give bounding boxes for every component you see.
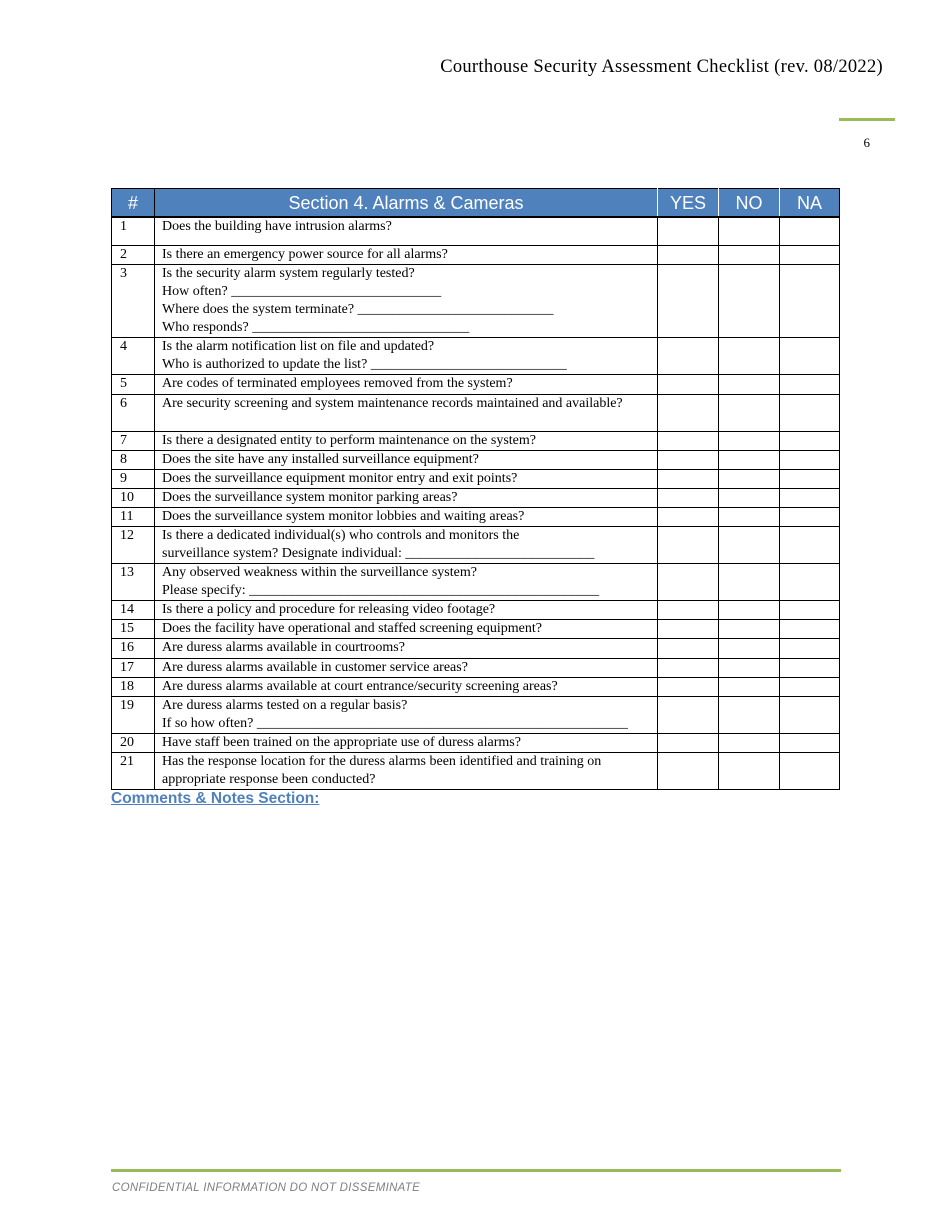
answer-no-cell[interactable] [719,507,780,526]
header-na: NA [780,189,840,218]
table-row [112,507,840,526]
question-text: Is there a designated entity to perform maintenance on the system? [162,432,536,448]
question-cell [155,526,658,563]
question-number: 4 [112,337,155,374]
question-number: 11 [112,507,155,526]
question-text: Does the facility have operational and staffed screening equipment? [162,620,542,636]
question-text: Who responds? _______________________________ [162,319,470,335]
question-cell [155,600,658,619]
question-text: Are duress alarms available in customer service areas? [162,659,468,675]
answer-no-cell[interactable] [719,217,780,245]
table-row [112,696,840,733]
question-text: Are codes of terminated employees removed from the system? [162,375,513,391]
answer-yes-cell[interactable] [658,658,719,677]
table-row [112,450,840,469]
question-cell [155,507,658,526]
question-text: Are duress alarms tested on a regular basis? [162,697,408,713]
footer-divider [111,1169,841,1172]
answer-no-cell[interactable] [719,488,780,507]
answer-yes-cell[interactable] [658,245,719,264]
table-row [112,733,840,752]
answer-na-cell[interactable] [780,600,840,619]
table-row [112,563,840,600]
question-cell [155,488,658,507]
table-header-row [112,189,840,218]
question-cell [155,677,658,696]
question-text: surveillance system? Designate individual: ___________________________ [162,545,595,561]
answer-na-cell[interactable] [780,217,840,245]
comments-notes-heading: Comments & Notes Section: [111,790,320,807]
header-section-title: Section 4. Alarms & Cameras [155,189,658,218]
question-text: Are duress alarms available at court entrance/security screening areas? [162,678,558,694]
question-cell [155,217,658,245]
answer-yes-cell[interactable] [658,638,719,658]
table-row [112,337,840,374]
answer-na-cell[interactable] [780,337,840,374]
question-number: 15 [112,619,155,638]
answer-no-cell[interactable] [719,677,780,696]
header-yes: YES [658,189,719,218]
answer-na-cell[interactable] [780,619,840,638]
question-number: 18 [112,677,155,696]
answer-na-cell[interactable] [780,450,840,469]
question-text: Are duress alarms available in courtrooms? [162,639,405,655]
question-number: 2 [112,245,155,264]
question-cell [155,469,658,488]
answer-no-cell[interactable] [719,752,780,789]
answer-yes-cell[interactable] [658,374,719,394]
question-number: 16 [112,638,155,658]
answer-no-cell[interactable] [719,374,780,394]
question-text: Does the surveillance system monitor parking areas? [162,489,458,505]
question-number: 21 [112,752,155,789]
answer-na-cell[interactable] [780,394,840,431]
question-cell [155,752,658,789]
answer-na-cell[interactable] [780,488,840,507]
question-cell [155,563,658,600]
question-text: Does the surveillance equipment monitor entry and exit points? [162,470,518,486]
question-text: Please specify: __________________________________________________ [162,582,600,598]
question-number: 8 [112,450,155,469]
answer-na-cell[interactable] [780,733,840,752]
question-number: 3 [112,264,155,337]
answer-yes-cell[interactable] [658,752,719,789]
question-number: 9 [112,469,155,488]
answer-yes-cell[interactable] [658,431,719,450]
alarms-cameras-checklist-table [111,188,840,790]
answer-no-cell[interactable] [719,733,780,752]
table-row [112,677,840,696]
answer-no-cell[interactable] [719,600,780,619]
question-text: Is there a dedicated individual(s) who controls and monitors the [162,527,520,543]
question-text: Has the response location for the duress alarms been identified and training on appropriate response been conducted? [162,753,602,787]
question-text: Have staff been trained on the appropriate use of duress alarms? [162,734,521,750]
answer-yes-cell[interactable] [658,733,719,752]
question-number: 10 [112,488,155,507]
question-text: Does the site have any installed surveillance equipment? [162,451,479,467]
answer-yes-cell[interactable] [658,450,719,469]
question-number: 14 [112,600,155,619]
answer-no-cell[interactable] [719,563,780,600]
table-row [112,619,840,638]
answer-na-cell[interactable] [780,507,840,526]
question-cell [155,374,658,394]
answer-no-cell[interactable] [719,619,780,638]
answer-na-cell[interactable] [780,374,840,394]
header-divider [839,118,895,121]
answer-no-cell[interactable] [719,245,780,264]
table-row [112,264,840,337]
question-text: Any observed weakness within the surveillance system? [162,564,477,580]
question-number: 17 [112,658,155,677]
document-title: Courthouse Security Assessment Checklist (rev. 08/2022) [440,57,883,77]
answer-no-cell[interactable] [719,658,780,677]
table-row [112,469,840,488]
question-cell [155,431,658,450]
question-text: Is the alarm notification list on file and updated? [162,338,435,354]
answer-yes-cell[interactable] [658,600,719,619]
answer-yes-cell[interactable] [658,217,719,245]
answer-no-cell[interactable] [719,431,780,450]
answer-na-cell[interactable] [780,563,840,600]
question-number: 20 [112,733,155,752]
question-number: 5 [112,374,155,394]
header-number: # [112,189,155,218]
table-row [112,394,840,431]
answer-na-cell[interactable] [780,696,840,733]
answer-yes-cell[interactable] [658,563,719,600]
question-cell [155,264,658,337]
question-text: Does the surveillance system monitor lobbies and waiting areas? [162,508,525,524]
table-row [112,752,840,789]
table-row [112,374,840,394]
answer-yes-cell[interactable] [658,696,719,733]
answer-na-cell[interactable] [780,264,840,337]
answer-na-cell[interactable] [780,431,840,450]
answer-yes-cell[interactable] [658,677,719,696]
table-row [112,245,840,264]
answer-na-cell[interactable] [780,526,840,563]
answer-no-cell[interactable] [719,450,780,469]
question-text: Is the security alarm system regularly tested? [162,265,415,281]
table-row [112,217,840,245]
question-number: 6 [112,394,155,431]
checklist-body [112,217,840,789]
answer-no-cell[interactable] [719,394,780,431]
answer-yes-cell[interactable] [658,526,719,563]
answer-na-cell[interactable] [780,245,840,264]
answer-no-cell[interactable] [719,469,780,488]
answer-na-cell[interactable] [780,752,840,789]
question-text: Who is authorized to update the list? ____________________________ [162,356,567,372]
question-number: 19 [112,696,155,733]
table-row [112,658,840,677]
question-cell [155,733,658,752]
table-row [112,600,840,619]
question-text: Are security screening and system maintenance records maintained and available? [162,395,623,411]
question-number: 12 [112,526,155,563]
question-text: If so how often? _____________________________________________________ [162,715,628,731]
confidential-footer: CONFIDENTIAL INFORMATION DO NOT DISSEMINATE [112,1182,421,1194]
table-row [112,638,840,658]
answer-no-cell[interactable] [719,638,780,658]
answer-no-cell[interactable] [719,526,780,563]
answer-yes-cell[interactable] [658,394,719,431]
question-text: Where does the system terminate? ____________________________ [162,301,554,317]
question-cell [155,638,658,658]
answer-yes-cell[interactable] [658,264,719,337]
question-number: 13 [112,563,155,600]
answer-no-cell[interactable] [719,696,780,733]
question-cell [155,619,658,638]
answer-na-cell[interactable] [780,469,840,488]
answer-yes-cell[interactable] [658,507,719,526]
answer-na-cell[interactable] [780,658,840,677]
question-number: 1 [112,217,155,245]
question-number: 7 [112,431,155,450]
question-cell [155,450,658,469]
question-cell [155,245,658,264]
table-row [112,488,840,507]
question-text: Does the building have intrusion alarms? [162,219,392,234]
answer-na-cell[interactable] [780,638,840,658]
answer-yes-cell[interactable] [658,488,719,507]
question-cell [155,394,658,431]
answer-na-cell[interactable] [780,677,840,696]
table-row [112,431,840,450]
question-text: How often? ______________________________ [162,283,442,299]
question-cell [155,696,658,733]
question-text: Is there an emergency power source for all alarms? [162,246,448,262]
answer-no-cell[interactable] [719,337,780,374]
table-row [112,526,840,563]
answer-yes-cell[interactable] [658,337,719,374]
question-cell [155,658,658,677]
answer-yes-cell[interactable] [658,469,719,488]
answer-yes-cell[interactable] [658,619,719,638]
answer-no-cell[interactable] [719,264,780,337]
header-no: NO [719,189,780,218]
question-text: Is there a policy and procedure for releasing video footage? [162,601,496,617]
page-number: 6 [863,135,870,150]
question-cell [155,337,658,374]
